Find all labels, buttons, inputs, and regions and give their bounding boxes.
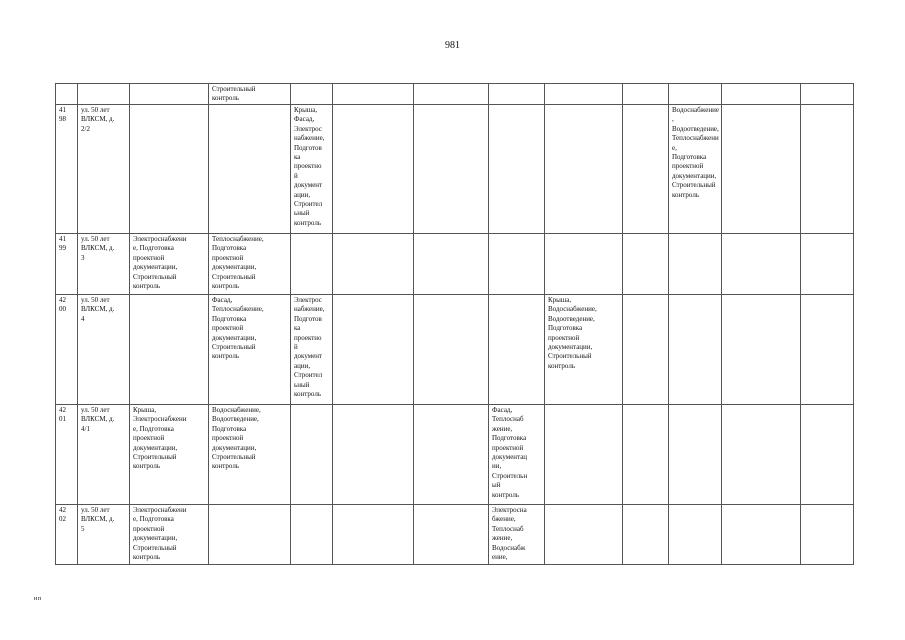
- work-cell: [489, 84, 545, 105]
- work-cell: [669, 405, 722, 505]
- work-cell: Водоснабжение, Водоотведение, Подготовка проектной документации, Строительный контроль: [209, 405, 291, 505]
- page-number: 981: [445, 40, 460, 51]
- row-number-cell: 42 01: [56, 405, 78, 505]
- work-cell: [414, 234, 489, 295]
- work-cell: Водоснабжение, Водоотведение, Теплоснабжение, Подготовка проектной документации, Строительный контроль: [669, 105, 722, 234]
- table-row: [56, 105, 854, 234]
- work-cell: [623, 505, 669, 565]
- work-cell: Фасад, Теплоснаб жение, Подготовка проектной документац ии, Строительн ый контроль: [489, 405, 545, 505]
- work-cell: Крыша, Водоснабжение, Водоотведение, Подготовка проектной документации, Строительный контроль: [545, 295, 623, 405]
- work-cell: [623, 84, 669, 105]
- work-cell: [291, 505, 333, 565]
- work-cell: [333, 405, 414, 505]
- address-cell: ул. 50 лет ВЛКСМ, д. 2/2: [78, 105, 130, 234]
- work-cell: [801, 105, 854, 234]
- work-cell: Электроснабжени e, Подготовка проектной документации, Строительный контроль: [130, 234, 209, 295]
- table-row: [56, 505, 854, 565]
- work-cell: [722, 84, 801, 105]
- work-cell: [291, 405, 333, 505]
- work-cell: [623, 405, 669, 505]
- work-cell: [130, 84, 209, 105]
- work-cell: [801, 234, 854, 295]
- work-cell: [414, 84, 489, 105]
- work-cell: [545, 105, 623, 234]
- work-cell: [545, 84, 623, 105]
- work-cell: [291, 84, 333, 105]
- work-cell: Теплоснабжение, Подготовка проектной документации, Строительный контроль: [209, 234, 291, 295]
- work-cell: Фасад, Теплоснабжение, Подготовка проектной документации, Строительный контроль: [209, 295, 291, 405]
- row-number-cell: 42 02: [56, 505, 78, 565]
- work-cell: [489, 295, 545, 405]
- work-cell: [545, 234, 623, 295]
- work-cell: [489, 234, 545, 295]
- work-cell: [489, 105, 545, 234]
- address-cell: ул. 50 лет ВЛКСМ, д. 5: [78, 505, 130, 565]
- work-cell: [722, 295, 801, 405]
- work-cell: Электрос набжение, Подготов ка проектно й документ ации, Строител ьный контроль: [291, 295, 333, 405]
- work-cell: [669, 505, 722, 565]
- work-cell: [209, 505, 291, 565]
- row-number-cell: 42 00: [56, 295, 78, 405]
- work-cell: [545, 405, 623, 505]
- table-row: [56, 84, 854, 105]
- work-cell: Электросна бжение, Теплоснаб жение, Водоснабж ение,: [489, 505, 545, 565]
- row-number-cell: [56, 84, 78, 105]
- work-cell: [333, 105, 414, 234]
- work-cell: [722, 405, 801, 505]
- work-cell: [623, 234, 669, 295]
- table-row: [56, 234, 854, 295]
- work-cell: [414, 505, 489, 565]
- repair-schedule-table: [55, 83, 854, 565]
- work-cell: [669, 234, 722, 295]
- address-cell: ул. 50 лет ВЛКСМ, д. 3: [78, 234, 130, 295]
- work-cell: [801, 84, 854, 105]
- work-cell: Строительный контроль: [209, 84, 291, 105]
- work-cell: [801, 405, 854, 505]
- table-row: [56, 405, 854, 505]
- work-cell: [333, 84, 414, 105]
- work-cell: [209, 105, 291, 234]
- work-cell: Крыша, Фасад, Электрос набжение, Подготов ка проектно й документ ации, Строител ьный контроль: [291, 105, 333, 234]
- work-cell: [291, 234, 333, 295]
- work-cell: [333, 234, 414, 295]
- work-cell: [130, 105, 209, 234]
- work-cell: [623, 295, 669, 405]
- address-cell: ул. 50 лет ВЛКСМ, д. 4/1: [78, 405, 130, 505]
- work-cell: [669, 295, 722, 405]
- work-cell: [414, 105, 489, 234]
- work-cell: [333, 295, 414, 405]
- work-cell: [801, 295, 854, 405]
- work-cell: [414, 295, 489, 405]
- work-cell: Крыша, Электроснабжени e, Подготовка проектной документации, Строительный контроль: [130, 405, 209, 505]
- work-cell: [801, 505, 854, 565]
- address-cell: [78, 84, 130, 105]
- work-cell: [623, 105, 669, 234]
- work-cell: [545, 505, 623, 565]
- work-cell: [722, 105, 801, 234]
- work-cell: [333, 505, 414, 565]
- address-cell: ул. 50 лет ВЛКСМ, д. 4: [78, 295, 130, 405]
- table-row: [56, 295, 854, 405]
- work-cell: [130, 295, 209, 405]
- work-cell: [414, 405, 489, 505]
- row-number-cell: 41 99: [56, 234, 78, 295]
- work-cell: [669, 84, 722, 105]
- work-cell: [722, 234, 801, 295]
- work-cell: [722, 505, 801, 565]
- row-number-cell: 41 98: [56, 105, 78, 234]
- work-cell: Электроснабжени e, Подготовка проектной документации, Строительный контроль: [130, 505, 209, 565]
- footer-mark: нп: [34, 596, 42, 602]
